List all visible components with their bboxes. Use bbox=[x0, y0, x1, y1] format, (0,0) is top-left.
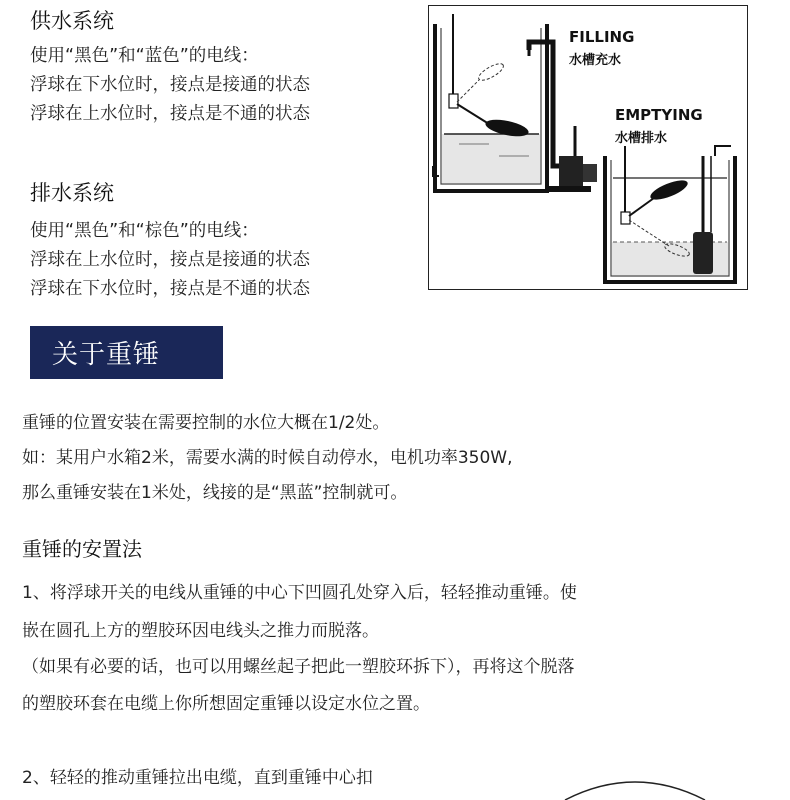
step1-line-2: 嵌在圆孔上方的塑胶环因电线头之推力而脱落。 bbox=[22, 621, 379, 641]
emptying-tank bbox=[605, 146, 735, 282]
supply-line-1: 使用“黑色”和“蓝色”的电线： bbox=[30, 46, 259, 66]
step1-line-3: （如果有必要的话，也可以用螺丝起子把此一塑胶环拆下），再将这个脱落 bbox=[22, 657, 575, 677]
drain-line-3: 浮球在下水位时，接点是不通的状态 bbox=[30, 279, 310, 299]
filling-label-en: FILLING bbox=[569, 28, 635, 46]
placement-title: 重锤的安置法 bbox=[22, 537, 142, 561]
step1-line-1: 1、将浮球开关的电线从重锤的中心下凹圆孔处穿入后，轻轻推动重锤。使 bbox=[22, 583, 577, 603]
banner-title: 关于重锤 bbox=[52, 340, 161, 370]
diagram-svg bbox=[429, 6, 747, 289]
drain-line-2: 浮球在上水位时，接点是接通的状态 bbox=[30, 250, 310, 270]
filling-emptying-diagram bbox=[428, 5, 748, 290]
emptying-label-cn: 水槽排水 bbox=[615, 131, 668, 146]
section-banner bbox=[30, 326, 223, 379]
weight-info-line-2: 如：某用户水箱2米，需要水满的时候自动停水，电机功率350W, bbox=[22, 448, 513, 468]
weight-info-line-3: 那么重锤安装在1米处，线接的是“黑蓝”控制就可。 bbox=[22, 483, 408, 503]
weight-illustration bbox=[560, 774, 710, 800]
drain-title: 排水系统 bbox=[30, 181, 114, 205]
supply-line-2: 浮球在下水位时，接点是接通的状态 bbox=[30, 75, 310, 95]
supply-title: 供水系统 bbox=[30, 9, 114, 33]
supply-line-3: 浮球在上水位时，接点是不通的状态 bbox=[30, 104, 310, 124]
filling-label-cn: 水槽充水 bbox=[569, 53, 622, 68]
step2-line: 2、轻轻的推动重锤拉出电缆，直到重锤中心扣 bbox=[22, 768, 373, 788]
step1-line-4: 的塑胶环套在电缆上你所想固定重锤以设定水位之置。 bbox=[22, 694, 430, 714]
drain-line-1: 使用“黑色”和“棕色”的电线： bbox=[30, 221, 259, 241]
emptying-label-en: EMPTYING bbox=[615, 106, 703, 124]
weight-info-line-1: 重锤的位置安装在需要控制的水位大概在1/2处。 bbox=[22, 413, 390, 433]
